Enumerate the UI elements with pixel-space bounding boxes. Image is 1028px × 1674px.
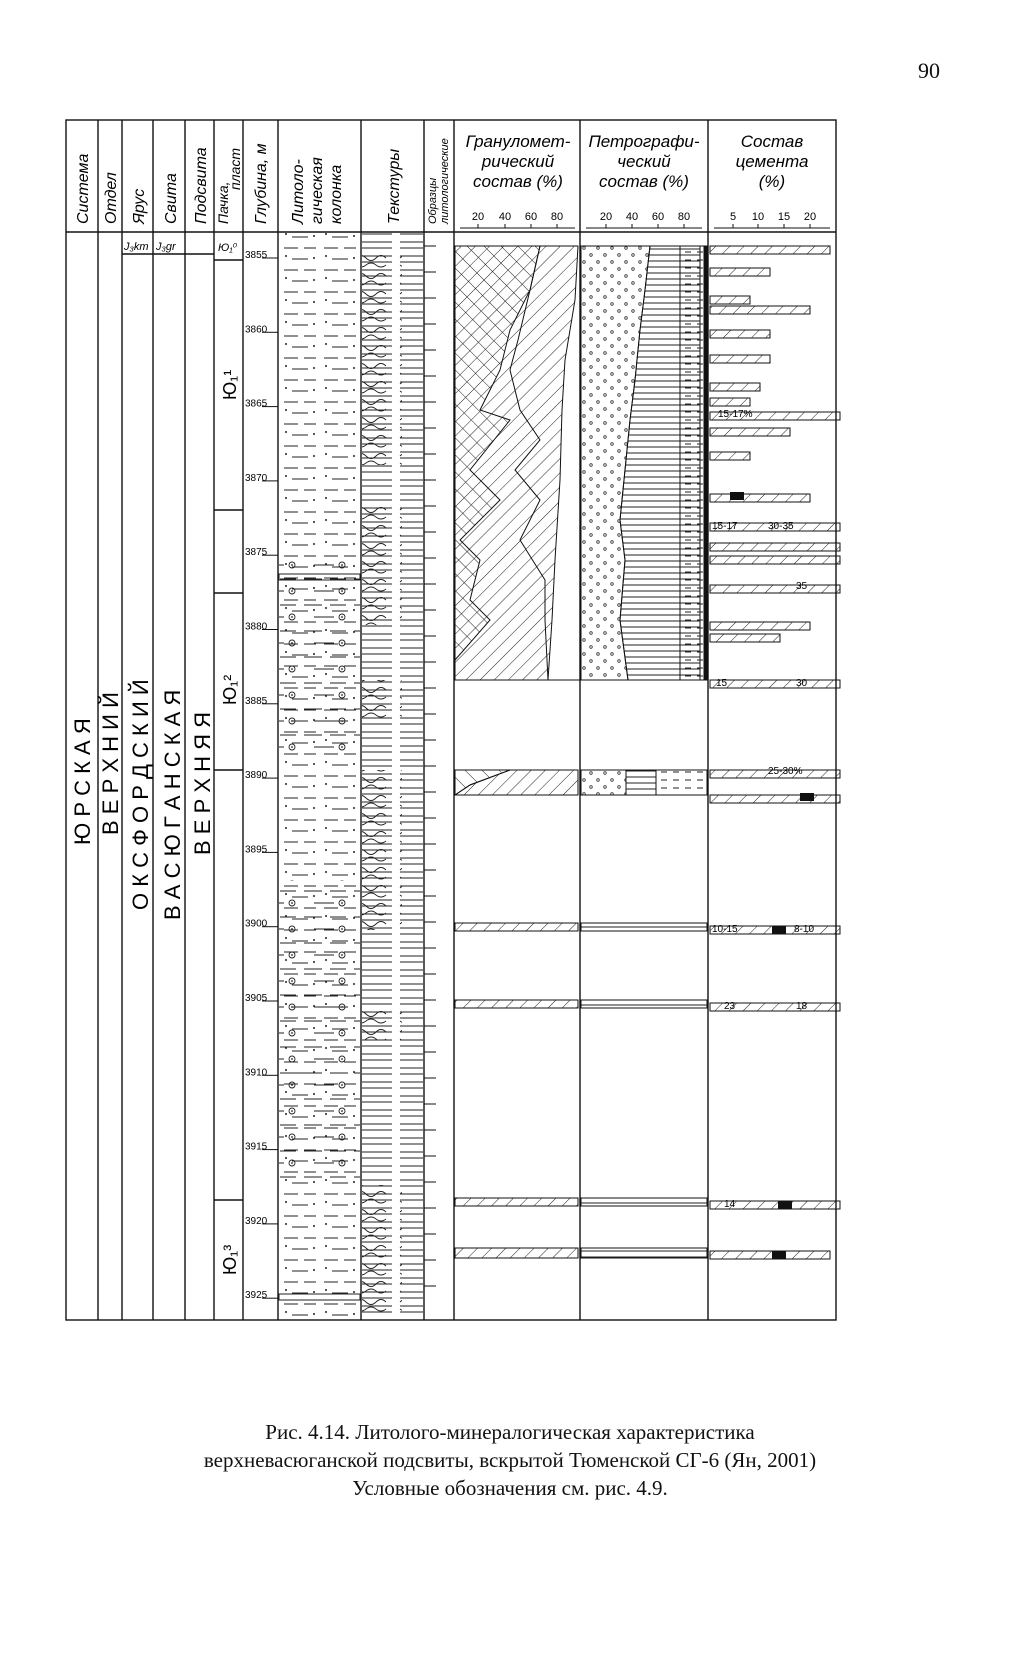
strat-layer-1: Ю₁¹ bbox=[220, 369, 240, 400]
strat-department: В Е Р Х Н И Й bbox=[98, 692, 123, 835]
stage-top-label: J₃km bbox=[124, 241, 149, 253]
header-grain-1: Грануломет- bbox=[465, 132, 571, 151]
cement-bar bbox=[710, 452, 750, 460]
depth-label: 3870 bbox=[245, 472, 268, 484]
granulometric-chart bbox=[455, 246, 580, 1258]
cement-bar bbox=[710, 680, 840, 688]
header-cement-2: цемента bbox=[735, 152, 809, 171]
petro-tick-40: 40 bbox=[625, 211, 639, 223]
cement-bar bbox=[710, 330, 770, 338]
grain-tick-20: 20 bbox=[471, 211, 485, 223]
cement-bar bbox=[710, 398, 750, 406]
cement-label-35: 35 bbox=[796, 581, 808, 592]
depth-label: 3895 bbox=[245, 844, 268, 856]
figure-caption bbox=[100, 1418, 920, 1502]
header-grain-2: рический bbox=[481, 152, 555, 171]
strat-layer-2: Ю₁² bbox=[220, 674, 240, 705]
cement-label-18: 18 bbox=[796, 1001, 808, 1012]
depth-label: 3885 bbox=[245, 695, 268, 707]
header-depth: Глубина, м bbox=[253, 143, 270, 224]
cement-bar bbox=[710, 556, 840, 564]
cement-tick-5: 5 bbox=[729, 211, 737, 223]
strat-system: Ю Р С К А Я bbox=[70, 718, 95, 845]
strat-top-labels bbox=[123, 241, 238, 254]
header-litho-1: Литоло- bbox=[290, 159, 307, 224]
caption-line-3: Условные обозначения см. рис. 4.9. bbox=[352, 1476, 668, 1500]
scale-ticks bbox=[460, 211, 830, 228]
cement-bar bbox=[710, 355, 770, 363]
cement-bar bbox=[710, 494, 810, 502]
header-samples-1: Образцы bbox=[427, 177, 439, 224]
cement-bar bbox=[710, 428, 790, 436]
cement-chart bbox=[710, 246, 840, 1259]
depth-label: 3890 bbox=[245, 770, 268, 782]
cement-bar-solid bbox=[730, 492, 744, 500]
caption-line-1: Рис. 4.14. Литолого-минералогическая характеристика bbox=[265, 1420, 755, 1444]
cement-tick-10: 10 bbox=[751, 211, 765, 223]
cement-label-14: 14 bbox=[724, 1199, 736, 1210]
header-litho-3: колонка bbox=[328, 164, 345, 224]
strat-suite: В А С Ю Г А Н С К А Я bbox=[160, 689, 185, 920]
depth-label: 3905 bbox=[245, 993, 268, 1004]
depth-label: 3880 bbox=[245, 621, 268, 633]
depth-label: 3920 bbox=[245, 1215, 268, 1227]
header-petro-1: Петрографи- bbox=[588, 132, 700, 151]
page-number: 90 bbox=[918, 58, 940, 83]
depth-label: 3915 bbox=[245, 1141, 268, 1153]
cement-tick-20: 20 bbox=[803, 211, 817, 223]
cement-bar bbox=[710, 622, 810, 630]
depth-label: 3910 bbox=[245, 1067, 268, 1079]
header-subsuite: Подсвита bbox=[193, 147, 210, 224]
layer-0-label: Ю₁⁰ bbox=[218, 242, 238, 254]
cement-bar-solid bbox=[772, 926, 786, 934]
suite-top-label: J₃gr bbox=[156, 241, 176, 253]
header-stage: Ярус bbox=[131, 188, 148, 224]
textures-column bbox=[362, 233, 423, 1319]
cement-bar bbox=[710, 306, 810, 314]
cement-bar bbox=[710, 795, 840, 803]
depth-label: 3875 bbox=[245, 547, 268, 559]
cement-label-15: 15 bbox=[716, 678, 728, 689]
cement-label-23: 23 bbox=[724, 1001, 736, 1012]
depth-labels bbox=[245, 250, 278, 1301]
samples-column bbox=[424, 246, 436, 1286]
header-cement-1: Состав bbox=[740, 132, 804, 151]
depth-label: 3860 bbox=[245, 324, 268, 336]
cement-bar bbox=[710, 296, 750, 304]
petro-tick-80: 80 bbox=[677, 211, 691, 223]
grain-tick-80: 80 bbox=[550, 211, 564, 223]
cement-bar bbox=[710, 543, 840, 551]
depth-label: 3865 bbox=[245, 398, 268, 410]
lithology-column bbox=[279, 233, 360, 1319]
petrographic-chart bbox=[581, 246, 708, 1258]
header-department: Отдел bbox=[103, 172, 120, 224]
column-headers bbox=[75, 138, 451, 225]
header-grain-3: состав (%) bbox=[473, 172, 563, 191]
strat-subsuite: В Е Р Х Н Я Я bbox=[190, 711, 215, 855]
petro-tick-60: 60 bbox=[651, 211, 665, 223]
grain-tick-60: 60 bbox=[524, 211, 538, 223]
header-suite: Свита bbox=[163, 173, 180, 224]
cement-bar bbox=[710, 634, 780, 642]
header-petro-2: ческий bbox=[617, 152, 671, 171]
header-system: Система bbox=[75, 153, 92, 224]
cement-bar bbox=[710, 383, 760, 391]
chart-headers bbox=[466, 132, 809, 191]
cement-tick-15: 15 bbox=[777, 211, 791, 223]
cement-label-15-17: 15-17 bbox=[712, 521, 738, 532]
strat-stage: О К С Ф О Р Д С К И Й bbox=[128, 679, 153, 910]
cement-bar bbox=[710, 246, 830, 254]
cement-label-25-30pct: 25-30% bbox=[768, 766, 803, 777]
cement-label-10-15: 10-15 bbox=[712, 924, 738, 935]
caption-line-2: верхневасюганской подсвиты, вскрытой Тюменской СГ-6 (Ян, 2001) bbox=[203, 1448, 817, 1472]
header-layer: пласт bbox=[227, 147, 243, 190]
cement-bar-solid bbox=[800, 793, 814, 801]
depth-label: 3925 bbox=[245, 1290, 268, 1302]
cement-bar-solid bbox=[778, 1201, 792, 1209]
header-litho-2: гическая bbox=[309, 157, 326, 224]
cement-label-8-10: 8-10 bbox=[794, 924, 815, 935]
header-pack: Пачка, bbox=[215, 181, 231, 224]
cement-bar bbox=[710, 585, 840, 593]
strat-layer-3: Ю₁³ bbox=[220, 1244, 240, 1275]
grain-tick-40: 40 bbox=[498, 211, 512, 223]
cement-label-15-17pct: 15-17% bbox=[718, 409, 753, 420]
cement-bar bbox=[710, 1251, 830, 1259]
header-textures: Текстуры bbox=[386, 148, 403, 224]
header-cement-3: (%) bbox=[758, 172, 786, 191]
header-petro-3: состав (%) bbox=[599, 172, 689, 191]
cement-bar-solid bbox=[772, 1251, 786, 1259]
cement-label-30: 30 bbox=[796, 678, 808, 689]
depth-label: 3900 bbox=[245, 918, 268, 930]
header-samples-2: литологические bbox=[439, 138, 451, 224]
petro-tick-20: 20 bbox=[599, 211, 613, 223]
depth-label: 3855 bbox=[245, 250, 268, 261]
cement-label-30-35: 30-35 bbox=[768, 521, 794, 532]
cement-bar bbox=[710, 268, 770, 276]
